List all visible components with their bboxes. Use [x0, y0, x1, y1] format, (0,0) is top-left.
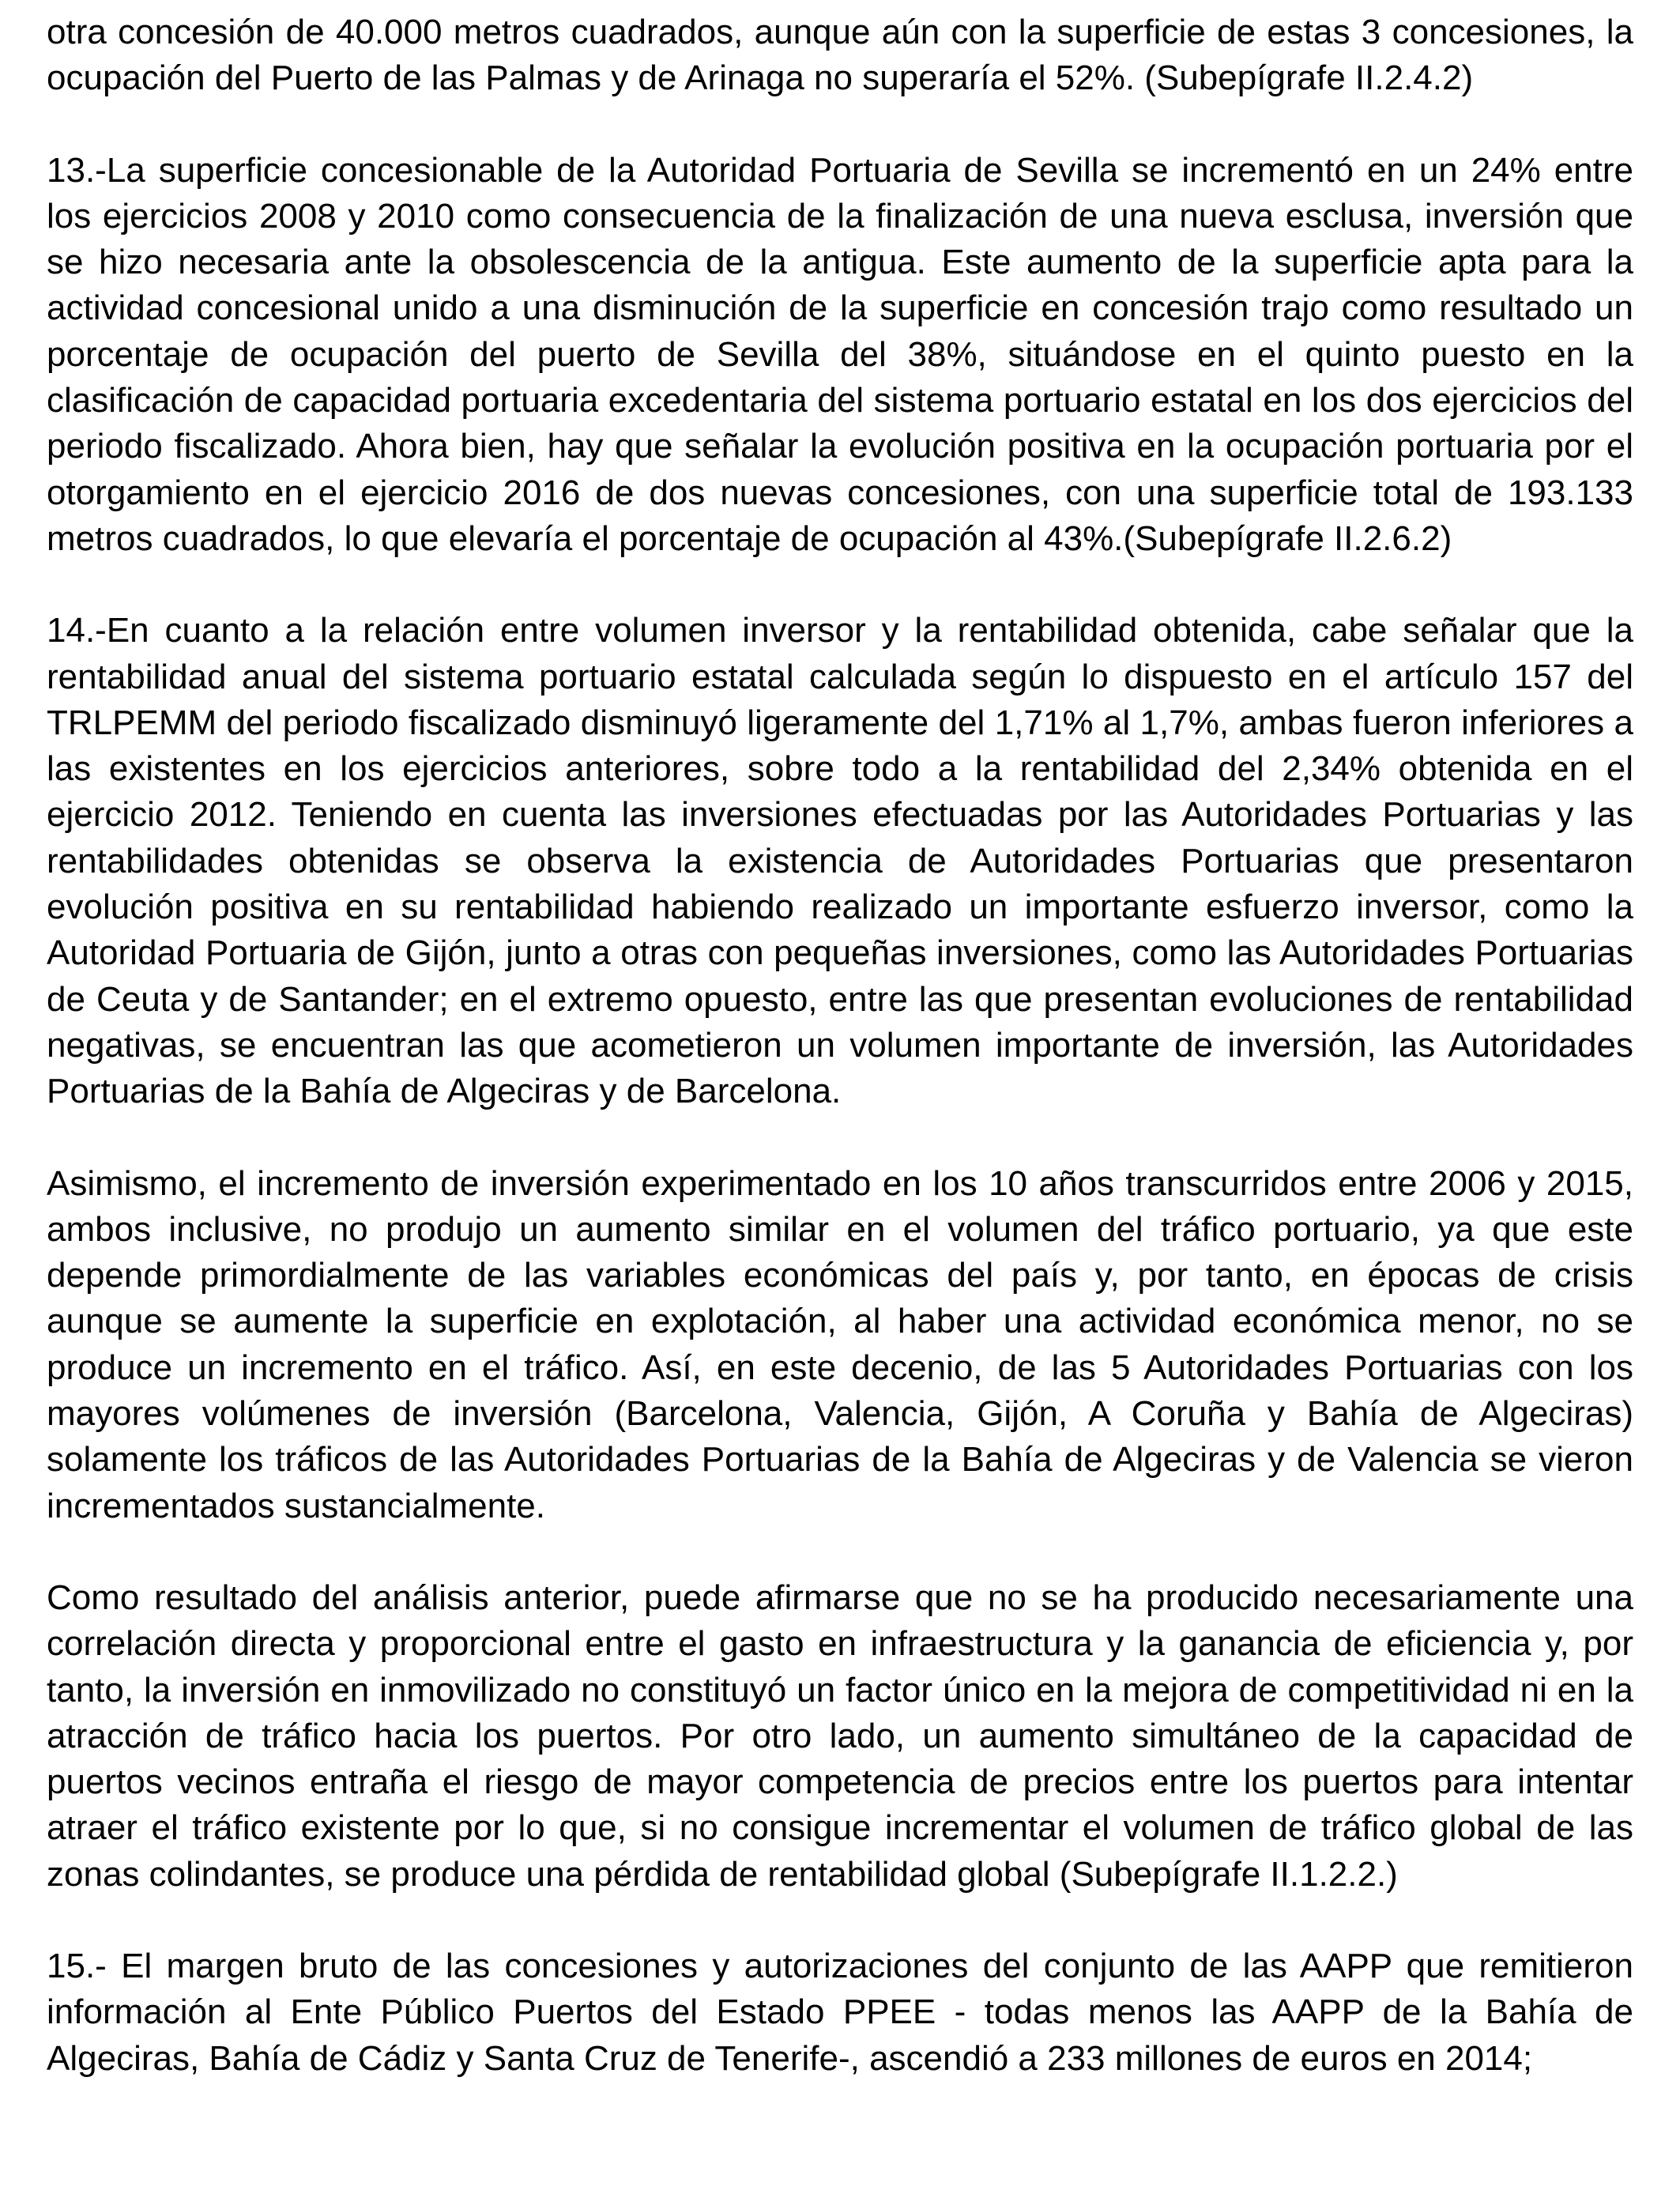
paragraph-continuation-las-palmas: otra concesión de 40.000 metros cuadrados, aunque aún con la superficie de estas 3 concesiones, la ocupación del Puerto de las Palmas y de Arinaga no superaría el 52%. (Subepígrafe II.2.4.2)	[47, 13, 1633, 98]
paragraph-15-margen-bruto: 15.- El margen bruto de las concesiones y autorizaciones del conjunto de las AAPP que remitieron información al Ente Público Puertos del Estado PPEE - todas menos las AAPP de la Bahía de Algeciras, Bahía de Cádiz y Santa Cruz de Tenerife-, ascendió a 233 millones de euros en 2014;	[47, 1946, 1633, 2078]
paragraph-inversion-trafico: Asimismo, el incremento de inversión experimentado en los 10 años transcurridos entre 2006 y 2015, ambos inclusive, no produjo un aumento similar en el volumen del tráfico portuario, ya que este depende primordialmente de las variables económicas del país y, por tanto, en épocas de crisis aunque se aumente la superficie en explotación, al haber una actividad económica menor, no se produce un incremento en el tráfico. Así, en este decenio, de las 5 Autoridades Portuarias con los mayores volúmenes de inversión (Barcelona, Valencia, Gijón, A Coruña y Bahía de Algeciras) solamente los tráficos de las Autoridades Portuarias de la Bahía de Algeciras y de Valencia se vieron incrementados sustancialmente.	[47, 1163, 1633, 1525]
paragraph-13-sevilla: 13.-La superficie concesionable de la Autoridad Portuaria de Sevilla se incrementó en un 24% entre los ejercicios 2008 y 2010 como consecuencia de la finalización de una nueva esclusa, inversión que se hizo necesaria ante la obsolescencia de la antigua. Este aumento de la superficie apta para la actividad concesional unido a una disminución de la superficie en concesión trajo como resultado un porcentaje de ocupación del puerto de Sevilla del 38%, situándose en el quinto puesto en la clasificación de capacidad portuaria excedentaria del sistema portuario estatal en los dos ejercicios del periodo fiscalizado. Ahora bien, hay que señalar la evolución positiva en la ocupación portuaria por el otorgamiento en el ejercicio 2016 de dos nuevas concesiones, con una superficie total de 193.133 metros cuadrados, lo que elevaría el porcentaje de ocupación al 43%.(Subepígrafe II.2.6.2)	[47, 150, 1633, 558]
document-page	[47, 9, 1633, 2082]
paragraph-14-rentabilidad: 14.-En cuanto a la relación entre volumen inversor y la rentabilidad obtenida, cabe señalar que la rentabilidad anual del sistema portuario estatal calculada según lo dispuesto en el artículo 157 del TRLPEMM del periodo fiscalizado disminuyó ligeramente del 1,71% al 1,7%, ambas fueron inferiores a las existentes en los ejercicios anteriores, sobre todo a la rentabilidad del 2,34% obtenida en el ejercicio 2012. Teniendo en cuenta las inversiones efectuadas por las Autoridades Portuarias y las rentabilidades obtenidas se observa la existencia de Autoridades Portuarias que presentaron evolución positiva en su rentabilidad habiendo realizado un importante esfuerzo inversor, como la Autoridad Portuaria de Gijón, junto a otras con pequeñas inversiones, como las Autoridades Portuarias de Ceuta y de Santander; en el extremo opuesto, entre las que presentan evoluciones de rentabilidad negativas, se encuentran las que acometieron un volumen importante de inversión, las Autoridades Portuarias de la Bahía de Algeciras y de Barcelona.	[47, 611, 1633, 1111]
paragraph-conclusion-analisis: Como resultado del análisis anterior, puede afirmarse que no se ha producido necesariamente una correlación directa y proporcional entre el gasto en infraestructura y la ganancia de eficiencia y, por tanto, la inversión en inmovilizado no constituyó un factor único en la mejora de competitividad ni en la atracción de tráfico hacia los puertos. Por otro lado, un aumento simultáneo de la capacidad de puertos vecinos entraña el riesgo de mayor competencia de precios entre los puertos para intentar atraer el tráfico existente por lo que, si no consigue incrementar el volumen de tráfico global de las zonas colindantes, se produce una pérdida de rentabilidad global (Subepígrafe II.1.2.2.)	[47, 1578, 1633, 1894]
